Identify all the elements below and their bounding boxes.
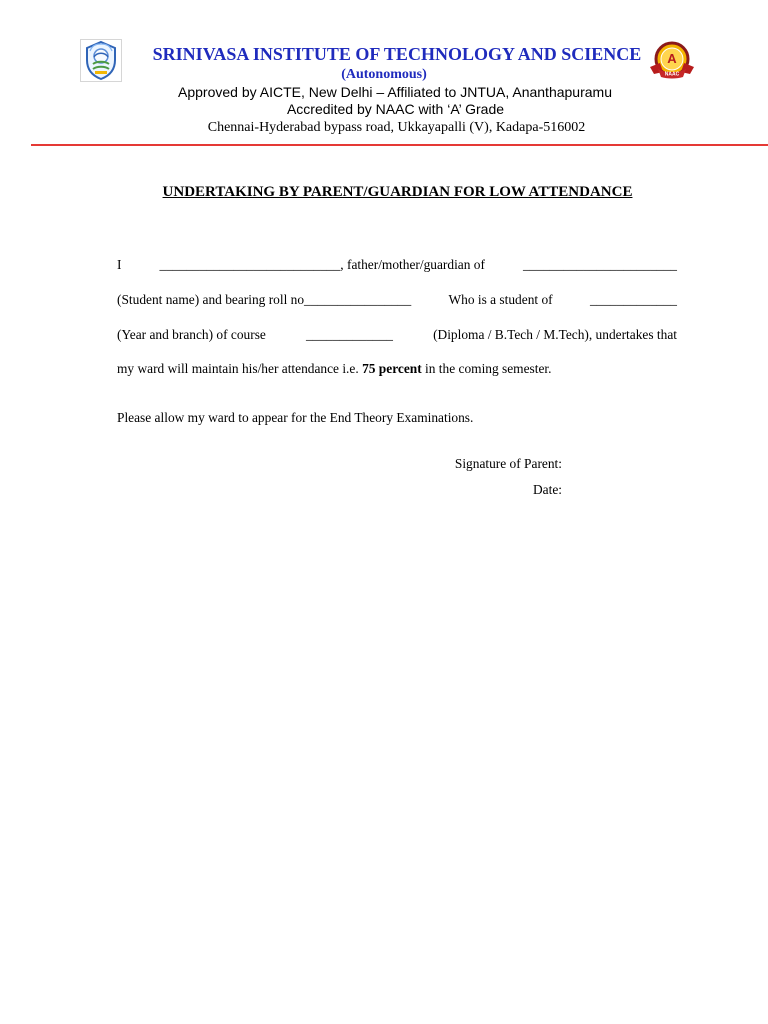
student-roll-text: (Student name) and bearing roll no________________ [117,292,412,307]
guardian-prefix: I [117,257,122,272]
institution-name: SRINIVASA INSTITUTE OF TECHNOLOGY AND SCIENCE [152,44,642,64]
signature-block [455,451,562,503]
course-type-text: (Diploma / B.Tech / M.Tech), undertakes that [433,327,677,342]
student-roll-line [117,291,677,309]
autonomous-status: (Autonomous) [341,67,427,82]
accreditation-text: Accredited by NAAC with ‘A’ Grade [286,101,505,117]
institution-header [120,42,648,138]
approval-text: Approved by AICTE, New Delhi – Affiliated to JNTUA, Ananthapuramu [178,84,612,100]
year-blank: _____________ [589,292,677,307]
institution-address: Chennai-Hyderabad bypass road, Ukkayapalli (V), Kadapa-516002 [207,120,586,135]
header-divider [31,144,768,146]
year-branch-label: (Year and branch) of course [117,327,266,342]
naac-a-grade-badge-icon [648,39,696,83]
course-blank: _____________ [305,327,393,342]
parent-signature-label: Signature of Parent: [454,456,562,471]
naac-badge-text: NAAC [664,71,680,78]
attendance-commitment-prefix: my ward will maintain his/her attendance i.e. [117,361,359,376]
naac-badge-letter: A [667,51,677,66]
guardian-name-blank: ___________________________, father/mother/guardian of [159,257,485,272]
student-year-label: Who is a student of [448,292,553,307]
document-title: UNDERTAKING BY PARENT/GUARDIAN FOR LOW ATTENDANCE [162,184,633,200]
permission-request: Please allow my ward to appear for the End Theory Examinations. [117,410,474,425]
attendance-commitment-line [117,360,677,378]
guardian-details-line [117,256,677,274]
attendance-commitment-suffix: in the coming semester. [425,361,552,376]
course-line [117,326,677,344]
date-label: Date: [533,482,562,497]
attendance-percentage: 75 percent [362,361,422,376]
student-name-blank: _______________________ [522,257,677,272]
institution-seal-icon [80,39,122,82]
